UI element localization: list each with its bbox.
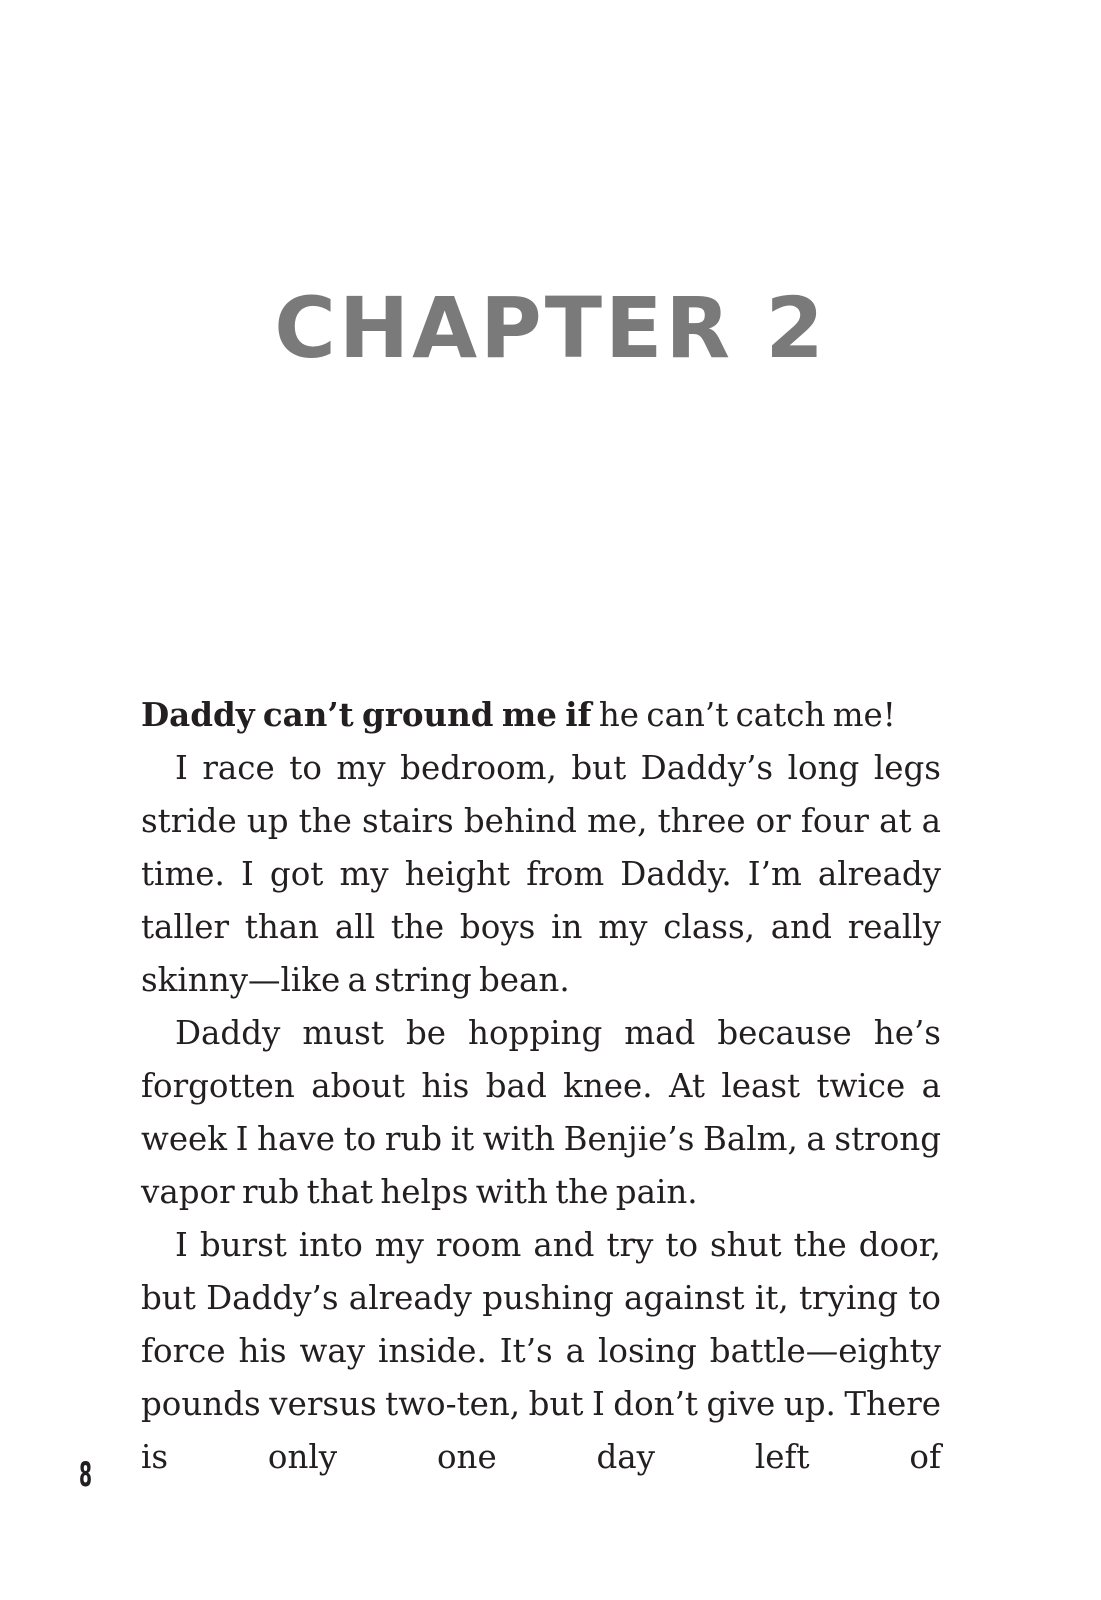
opening-text: he can’t catch me! xyxy=(591,696,896,734)
chapter-body xyxy=(141,688,941,1484)
paragraph: Daddy must be hopping mad because he’s forgotten about his bad knee. At least twice a week I have to rub it with Benjie’s Balm, a strong vapor rub that helps with the pain. xyxy=(141,1014,941,1211)
chapter-heading: CHAPTER 2 xyxy=(274,279,827,377)
lead-in-text: Daddy can’t ground me if xyxy=(141,695,592,734)
paragraph-opening xyxy=(141,688,941,742)
paragraph: I race to my bedroom, but Daddy’s long legs stride up the stairs behind me, three or four at a time. I got my height from Daddy. I’m already taller than all the boys in my class, and really skinny—like a string bean. xyxy=(141,749,941,999)
paragraph: I burst into my room and try to shut the door, but Daddy’s already pushing against it, trying to force his way inside. It’s a losing battle—eighty pounds versus two-ten, but I don’t give up. There is only one day left of xyxy=(141,1226,941,1476)
page-number: 8 xyxy=(79,1455,93,1495)
